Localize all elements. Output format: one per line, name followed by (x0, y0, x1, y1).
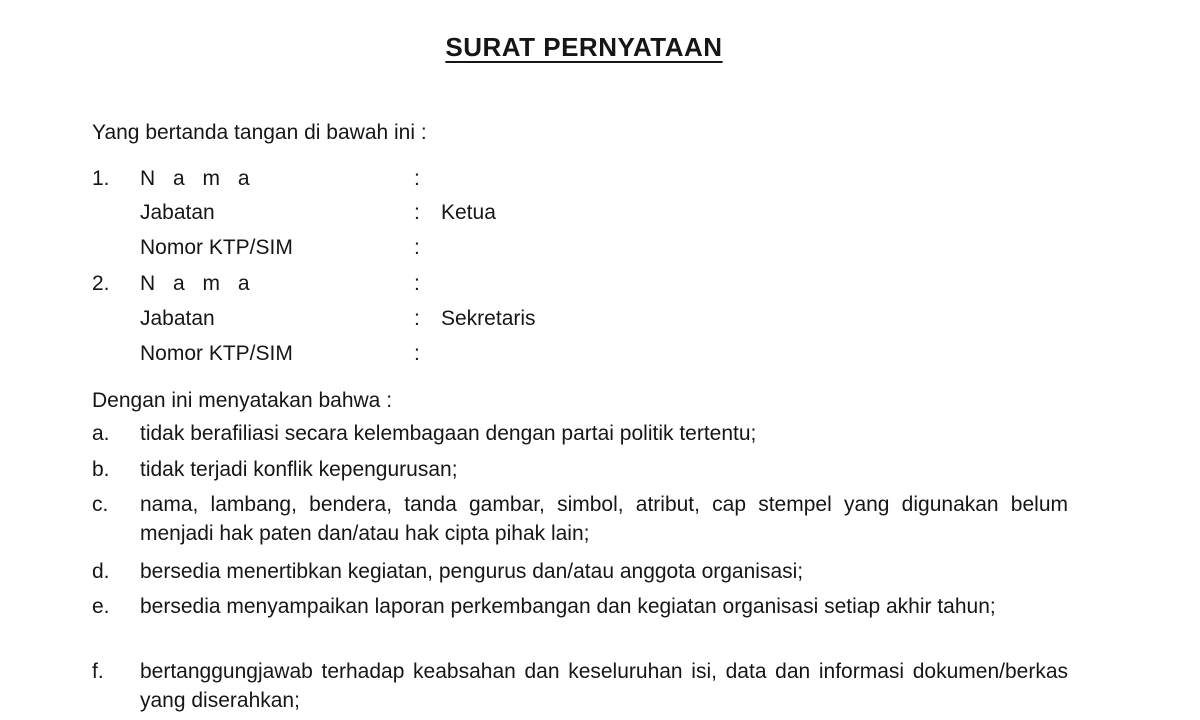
list-item-text: nama, lambang, bendera, tanda gambar, simbol, atribut, cap stempel yang digunakan belum menjadi hak paten dan/atau hak cipta pihak lain; (140, 493, 1068, 545)
field-label-ktp: Nomor KTP/SIM (140, 342, 293, 365)
list-item-text: bersedia menertibkan kegiatan, pengurus dan/atau anggota organisasi; (140, 560, 804, 583)
field-colon: : (414, 236, 420, 259)
field-value-jabatan: Ketua (441, 201, 496, 224)
list-item-letter: e. (92, 595, 110, 618)
intro-text: Yang bertanda tangan di bawah ini : (92, 121, 427, 144)
signatory-number: 2. (92, 272, 110, 295)
statement-intro: Dengan ini menyatakan bahwa : (92, 389, 393, 412)
field-label-nama: N a m a (140, 167, 256, 190)
field-value-jabatan: Sekretaris (441, 307, 536, 330)
list-item-letter: f. (92, 660, 104, 683)
field-label-nama: N a m a (140, 272, 256, 295)
field-label-jabatan: Jabatan (140, 201, 215, 224)
field-colon: : (414, 342, 420, 365)
list-item-letter: a. (92, 422, 110, 445)
list-item-text: tidak berafiliasi secara kelembagaan dengan partai politik tertentu; (140, 422, 757, 445)
signatory-number: 1. (92, 167, 110, 190)
field-colon: : (414, 201, 420, 224)
document-title: SURAT PERNYATAAN (445, 32, 723, 62)
list-item-text: bertanggungjawab terhadap keabsahan dan keseluruhan isi, data dan informasi dokumen/berkas yang diserahkan; (140, 660, 1068, 712)
list-item-text: tidak terjadi konflik kepengurusan; (140, 458, 458, 481)
list-item-letter: d. (92, 560, 110, 583)
list-item-letter: b. (92, 458, 110, 481)
field-colon: : (414, 167, 420, 190)
field-colon: : (414, 307, 420, 330)
list-item-text: bersedia menyampaikan laporan perkembangan dan kegiatan organisasi setiap akhir tahun; (140, 595, 996, 618)
field-label-ktp: Nomor KTP/SIM (140, 236, 293, 259)
field-colon: : (414, 272, 420, 295)
list-item-letter: c. (92, 493, 109, 516)
field-label-jabatan: Jabatan (140, 307, 215, 330)
